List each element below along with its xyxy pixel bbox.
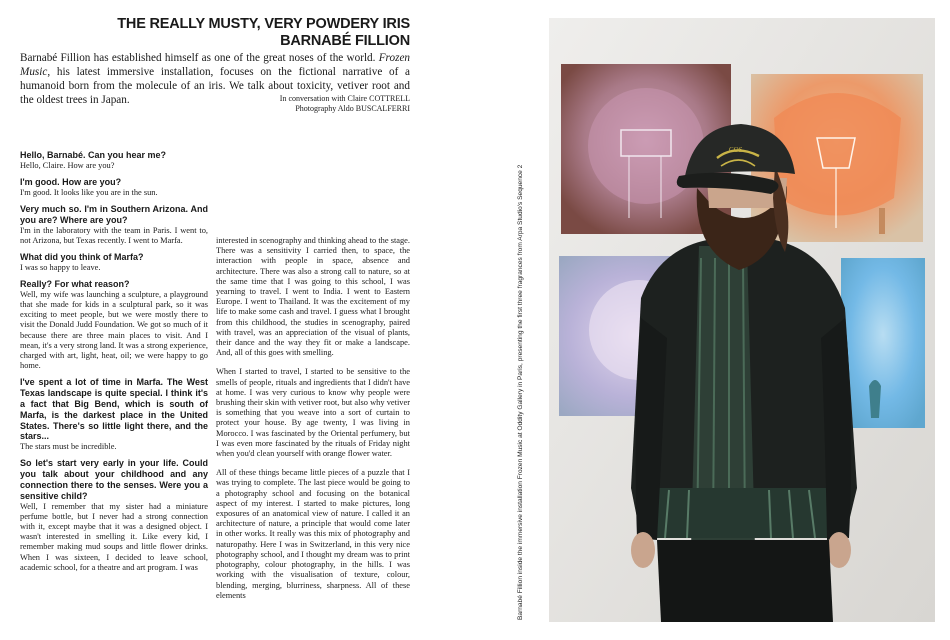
article-title — [110, 16, 410, 50]
paragraph: When I started to travel, I started to be sensitive to the smells of people, rituals and ingredients that I didn't have at home. I was very curious to know why people were brushing their skin with vetiver root, but also why vetiver is something that you weave into a sort of curtain to protect your house. By age twenty, I was living in Morocco. I was fascinated by the Oriental perfumery, but I was even more fascinated by the rituals of Friday night when you'd clean yourself with orange flower water. — [216, 367, 410, 459]
answer: I'm good. It looks like you are in the sun. — [20, 187, 158, 197]
answer: Well, I remember that my sister had a miniature perfume bottle, but I never had a strong connection with it, except maybe that it was a designed object. I wasn't interested in smelling it. Like every kid, I remember making mud soups and little flower drinks. When I was sixteen, I decided to leave school, academic school, for a theatre and art program. I was — [20, 501, 208, 572]
photo-caption-text: Barnabé Fillion inside the immersive installation Frozen Music at Oddity Gallery in Paris, presenting the first three fragrances from Arpa Studio's Sequence 2 — [517, 164, 524, 620]
credit-conversation: In conversation with Claire COTTRELL — [279, 94, 410, 103]
title-line-1: THE REALLY MUSTY, VERY POWDERY IRIS — [117, 16, 410, 32]
credits — [200, 94, 410, 114]
portrait-photo — [549, 18, 935, 622]
paragraph: interested in scenography and thinking ahead to the stage. There was a sensitivity I carried then, to space, the interaction with people in space, absence and architecture. There was also a strong call to nature, so at the same time that I was going to this school, I was yearning to travel. I went to India. I went to Eastern Europe. I went to Thailand. It was the excitement of my life to make some cash and travel. I guess what I brought from this childhood, the studies in scenography, paired with travel, was an appreciation of the visual of plants, their dance and the way they fit or make a landscape. And, all of this goes with smelling. — [216, 236, 410, 358]
interview-column-2 — [216, 236, 410, 610]
question: So let's start very early in your life. Could you talk about your childhood and any connection there to the senses. Were you a sensitive child? — [20, 458, 208, 501]
portrait-illustration — [549, 18, 935, 622]
answer: Hello, Claire. How are you? — [20, 160, 115, 170]
standfirst-text-1: Barnabé Fillion has established himself as one of the great noses of the world. — [20, 52, 379, 64]
answer: I was so happy to leave. — [20, 262, 101, 272]
answer: Well, my wife was launching a sculpture, a playground that she made for kids in a sculptural park, so it was exciting to meet people, but we were mostly there to visit the Donald Judd Foundation. We got so much of it because there are three main places to visit. And I mean, it's a very strong land. It was a strong experience, charged with art, light, heat, oil; we were happy to go home. — [20, 289, 208, 371]
answer: The stars must be incredible. — [20, 442, 117, 452]
question: I've spent a lot of time in Marfa. The West Texas landscape is quite special. I think it's a fact that Big Bend, which is south of Marfa, is the darkest place in the United States. There's so little light there, and the stars... — [20, 377, 208, 442]
interview-column-1 — [20, 150, 208, 573]
question: I'm good. How are you? — [20, 177, 122, 187]
question: Very much so. I'm in Southern Arizona. And you are? Where are you? — [20, 204, 208, 225]
paragraph: All of these things became little pieces of a puzzle that I was trying to complete. The last piece would be going to a photography school and focusing on the botanical aspect of my interest. I started to make pictures, long exposures of an anatomical view of nature. I called it an architecture of nature, a principle that would come later in other works. It really was this mix of photography and naturopathy. Here I was in Switzerland, in this very nice photography school, and I thought my dream was to print photography, colour photography, in the hills. I was working with the visualisation of texture, colour, blending, merging, blurriness, sharpness. All of these elements — [216, 468, 410, 600]
photo-caption — [505, 18, 525, 622]
artwork-bottom-right — [841, 258, 925, 428]
question: Really? For what reason? — [20, 279, 130, 289]
answer: I'm in the laboratory with the team in Paris. I went to, not Arizona, but Texas recently. I went to Marfa. — [20, 225, 208, 245]
credit-photography: Photography Aldo BUSCALFERRI — [295, 104, 410, 113]
cap-text: COS. — [729, 146, 745, 154]
standfirst-text-2: , his latest immersive installation, focuses on the fictional narrative of a humanoid born from the molecule of an iris. We talk about toxicity, vetiver root and the oldest trees in Japan. — [20, 66, 410, 106]
question: Hello, Barnabé. Can you hear me? — [20, 150, 167, 160]
question: What did you think of Marfa? — [20, 252, 144, 262]
standfirst-italic: Frozen Music — [20, 52, 410, 78]
title-line-2: BARNABÉ FILLION — [280, 33, 410, 49]
